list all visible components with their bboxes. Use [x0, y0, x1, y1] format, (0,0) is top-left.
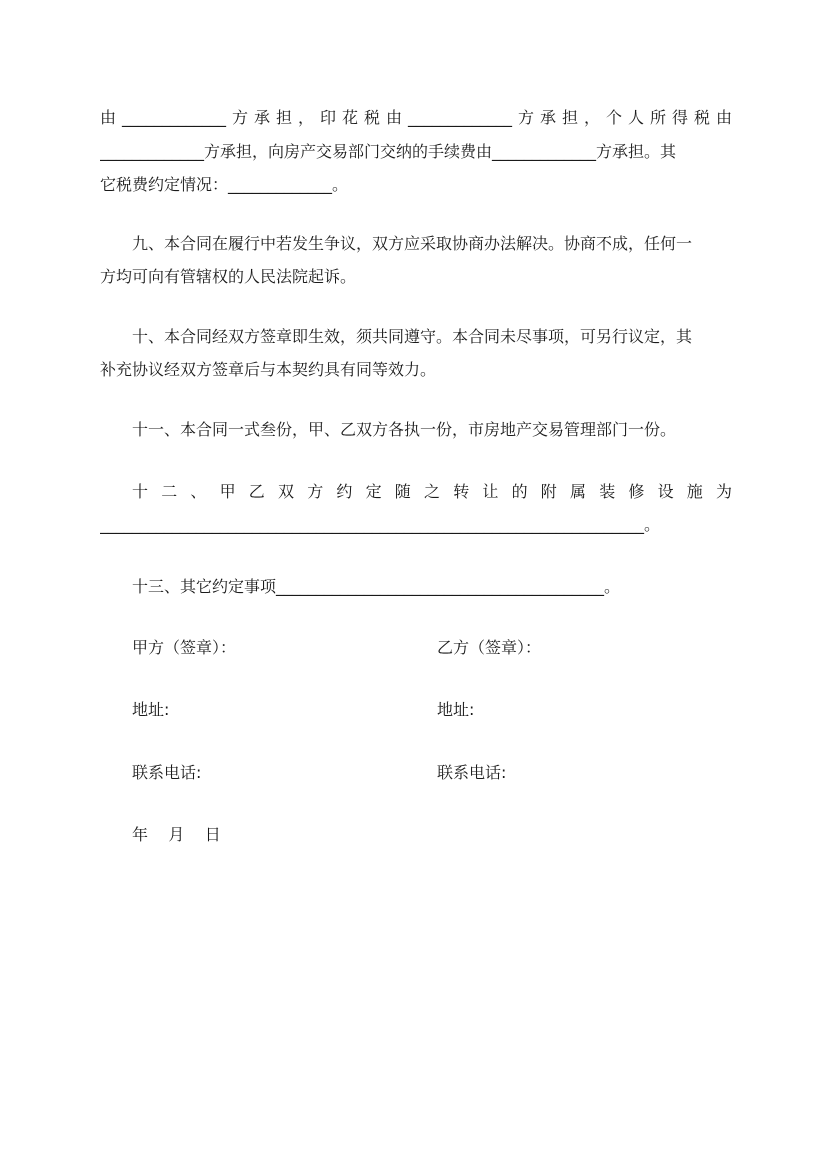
- clause-9-line-1: 九、本合同在履行中若发生争议，双方应采取协商办法解决。协商不成，任何一: [132, 234, 693, 253]
- party-a-signature-label: 甲方（签章）：: [132, 638, 237, 657]
- clause-8-line-2: _____________方承担，向房产交易部门交纳的手续费由_____________方承担。其: [100, 142, 677, 161]
- date-line: 年 月 日: [132, 825, 221, 844]
- clause-12-line-2: ____________________________________________________________________。: [100, 515, 660, 534]
- party-b-phone-label: 联系电话:: [437, 763, 507, 782]
- clause-12-line-1: 十二、甲乙双方约定随之转让的附属装修设施为: [132, 482, 732, 501]
- clause-8-line-1: 由_____________方承担，印花税由_____________方承担，个人所得税由: [100, 108, 732, 127]
- party-b-signature-label: 乙方（签章）：: [437, 638, 542, 657]
- party-a-address-label: 地址:: [132, 700, 170, 719]
- clause-10-line-1: 十、本合同经双方签章即生效，须共同遵守。本合同未尽事项，可另行议定，其: [132, 327, 693, 346]
- party-a-phone-label: 联系电话:: [132, 763, 202, 782]
- party-b-address-label: 地址:: [437, 700, 475, 719]
- clause-8-line-3: 它税费约定情况：_____________。: [100, 175, 349, 194]
- clause-9-line-2: 方均可向有管辖权的人民法院起诉。: [100, 267, 357, 286]
- clause-11-line-1: 十一、本合同一式叁份，甲、乙双方各执一份，市房地产交易管理部门一份。: [132, 420, 677, 439]
- watermark: [290, 1043, 411, 1176]
- clause-10-line-2: 补充协议经双方签章后与本契约具有同等效力。: [100, 360, 437, 379]
- clause-13-line-1: 十三、其它约定事项_________________________________________。: [132, 577, 621, 596]
